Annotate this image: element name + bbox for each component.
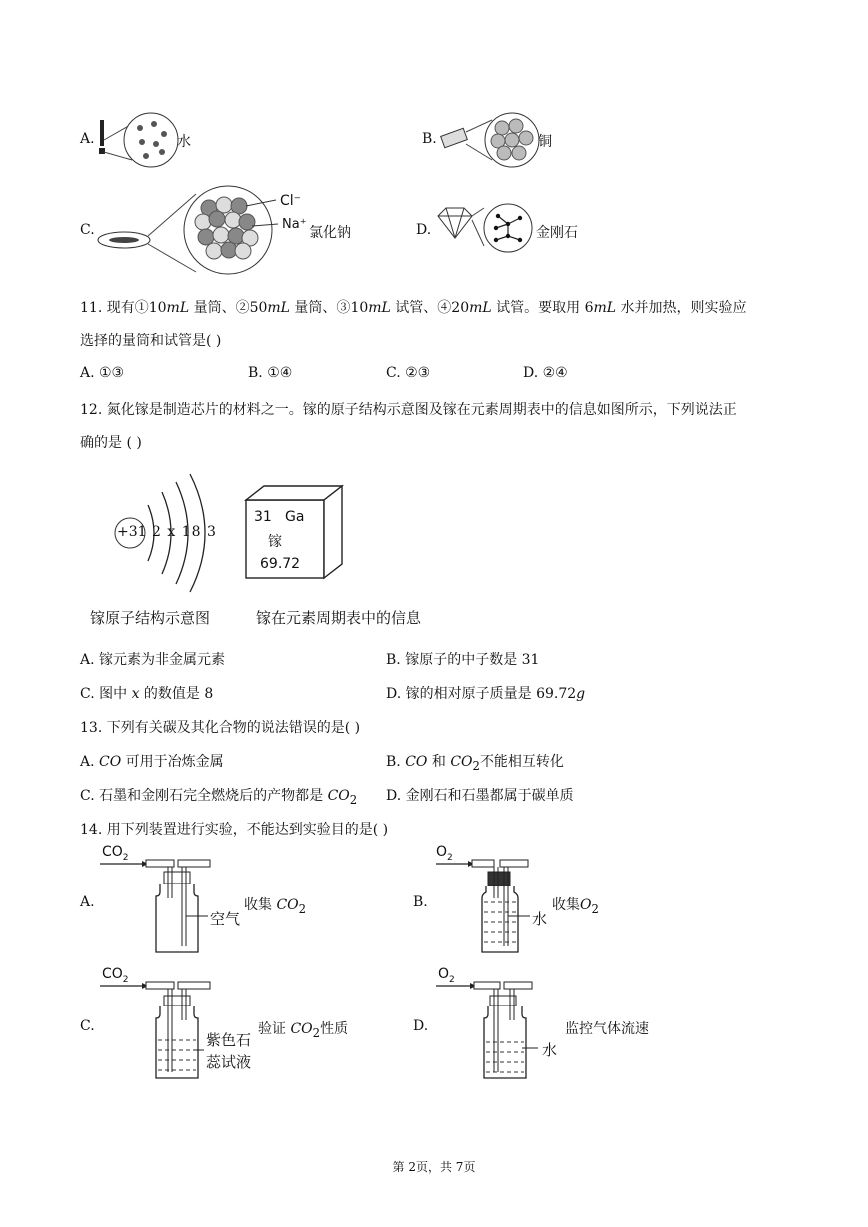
q14-d-apparatus	[434, 980, 554, 1084]
q11-option-b: B. ①④	[248, 365, 293, 381]
q14-option-a-letter: A.	[80, 894, 95, 910]
element-name: 镓	[268, 534, 282, 550]
q14-a-air-label: 空气	[210, 910, 241, 928]
chloride-ion-label: Cl⁻	[280, 193, 302, 209]
q10-option-c-label: 氯化钠	[309, 225, 351, 241]
electron-shells: 2 x 18 3	[152, 524, 217, 540]
q14-c-gas-label: $CO_2$	[102, 966, 129, 985]
page-footer: 第 2页，共 7页	[392, 1160, 476, 1174]
q11-stem-line2: 选择的量筒和试管是( )	[80, 333, 222, 349]
q14-b-caption: 收集$O_2$	[552, 897, 599, 916]
q14-d-caption: 监控气体流速	[565, 1021, 649, 1037]
q12-stem-line1: 12. 氮化镓是制造芯片的材料之一。镓的原子结构示意图及镓在元素周期表中的信息如图所示，下列说法正	[80, 402, 737, 418]
diamond-figure	[434, 202, 534, 258]
q10-option-d-label: 金刚石	[536, 225, 578, 241]
atomic-number: 31	[254, 509, 272, 525]
q14-d-gas-label: $O_2$	[438, 966, 455, 985]
element-symbol: Ga	[285, 509, 305, 525]
q10-option-d-letter: D.	[416, 222, 432, 238]
q11-stem-line1: 11. 现有①10mL 量筒、②50mL 量筒、③10mL 试管、④20mL 试管。要取用 6mL 水并加热，则实验应	[80, 300, 747, 316]
q14-a-gas-label: $CO_2$	[102, 844, 129, 863]
q14-b-water-label: 水	[532, 910, 548, 928]
q12-option-b: B. 镓原子的中子数是 31	[386, 652, 540, 668]
q10-option-b-letter: B.	[422, 131, 437, 147]
caption-periodic-info: 镓在元素周期表中的信息	[256, 609, 422, 627]
q13-option-d: D. 金刚石和石墨都属于碳单质	[386, 788, 574, 804]
q14-option-d-letter: D.	[413, 1018, 429, 1034]
q14-stem: 14. 用下列装置进行实验，不能达到实验目的是( )	[80, 822, 389, 838]
q13-option-b: B. CO 和 $CO_2$不能相互转化	[386, 754, 564, 773]
water-molecules-figure	[96, 112, 186, 168]
q11-option-d: D. ②④	[523, 365, 568, 381]
q14-option-b-letter: B.	[413, 894, 428, 910]
q14-b-gas-label: $O_2$	[436, 844, 453, 863]
nucleus-charge: +31	[117, 524, 147, 540]
sodium-chloride-figure	[96, 184, 286, 276]
q10-option-c-letter: C.	[80, 222, 95, 238]
caption-atom-structure: 镓原子结构示意图	[90, 609, 211, 627]
copper-atoms-figure	[440, 110, 540, 170]
q10-option-a-label: 水	[177, 134, 191, 150]
q13-option-c: C. 石墨和金刚石完全燃烧后的产物都是 $CO_2$	[80, 788, 358, 807]
q14-d-water-label: 水	[542, 1041, 558, 1059]
q14-c-litmus-label-line1: 紫色石	[206, 1031, 252, 1049]
atomic-mass: 69.72	[260, 556, 301, 572]
q14-c-litmus-label-line2: 蕊试液	[206, 1053, 252, 1071]
q12-option-d: D. 镓的相对原子质量是 69.72g	[386, 686, 586, 702]
q14-a-caption: 收集 $CO_2$	[244, 897, 307, 916]
q11-option-a: A. ①③	[80, 365, 125, 381]
q14-option-c-letter: C.	[80, 1018, 95, 1034]
q13-stem: 13. 下列有关碳及其化合物的说法错误的是( )	[80, 720, 361, 736]
q13-option-a: A. CO 可用于冶炼金属	[80, 754, 224, 770]
sodium-ion-label: Na⁺	[282, 217, 307, 232]
q10-option-b-label: 铜	[538, 134, 552, 150]
q10-option-a-letter: A.	[80, 131, 95, 147]
q12-stem-line2: 确的是 ( )	[80, 435, 142, 451]
q11-option-c: C. ②③	[386, 365, 431, 381]
q14-c-caption: 验证 $CO_2$性质	[258, 1021, 349, 1040]
q12-option-a: A. 镓元素为非金属元素	[80, 652, 226, 668]
q12-option-c: C. 图中 x 的数值是 8	[80, 686, 214, 702]
